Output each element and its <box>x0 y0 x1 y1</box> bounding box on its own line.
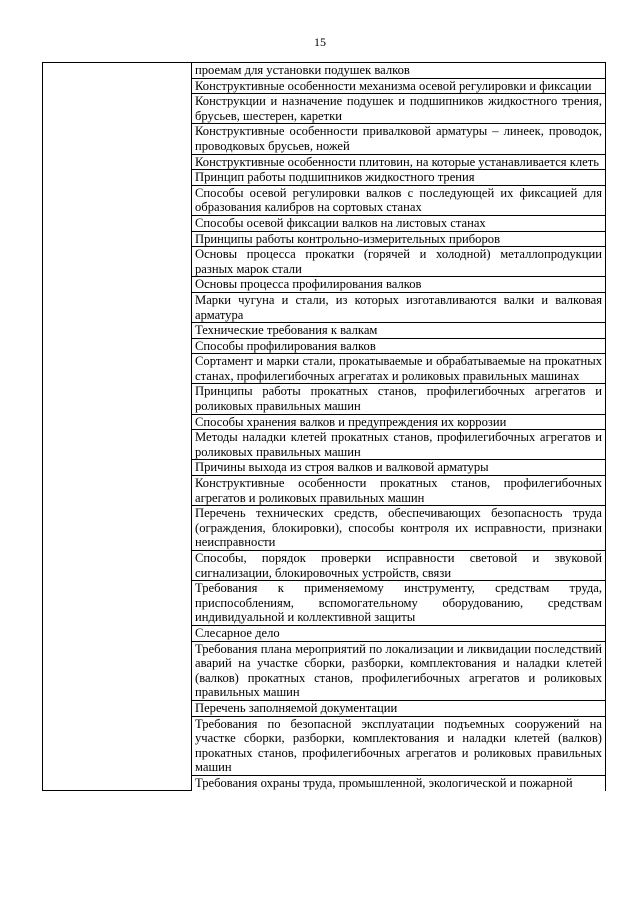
requirement-item: Основы процесса профилирования валков <box>192 277 606 293</box>
page-number: 15 <box>314 35 326 49</box>
requirement-item: Способы, порядок проверки исправности световой и звуковой сигнализации, блокировочных устройств, связи <box>192 551 606 581</box>
requirement-item: Конструкции и назначение подушек и подшипников жидкостного трения, брусьев, шестерен, каретки <box>192 94 606 124</box>
requirement-item: Принципы работы контрольно-измерительных приборов <box>192 231 606 247</box>
requirement-item: Методы наладки клетей прокатных станов, профилегибочных агрегатов и роликовых правильных машин <box>192 430 606 460</box>
requirement-item: Конструктивные особенности привалковой арматуры – линеек, проводок, проводковых брусьев, ножей <box>192 124 606 154</box>
empty-label-column <box>43 63 192 791</box>
requirement-item: Перечень заполняемой документации <box>192 700 606 716</box>
table-row <box>43 63 606 79</box>
requirement-item: Перечень технических средств, обеспечивающих безопасность труда (ограждения, блокировки), способы контроля их исправности, признаки неисправности <box>192 506 606 551</box>
requirement-item: Слесарное дело <box>192 625 606 641</box>
requirement-item: Способы профилирования валков <box>192 338 606 354</box>
knowledge-requirements-table <box>42 62 606 791</box>
requirement-item: Способы хранения валков и предупреждения их коррозии <box>192 414 606 430</box>
requirement-item: Способы осевой фиксации валков на листовых станах <box>192 215 606 231</box>
requirement-item: Марки чугуна и стали, из которых изготавливаются валки и валковая арматура <box>192 292 606 322</box>
requirement-item: проемам для установки подушек валков <box>192 63 606 79</box>
requirement-item: Причины выхода из строя валков и валковой арматуры <box>192 460 606 476</box>
requirement-item: Технические требования к валкам <box>192 323 606 339</box>
requirement-item: Основы процесса прокатки (горячей и холодной) металлопродукции разных марок стали <box>192 247 606 277</box>
requirement-item: Требования плана мероприятий по локализации и ликвидации последствий аварий на участке сборки, разборки, комплектования и наладки клетей (валков) прокатных станов, профилегибочных агрегатов и роликовых правильных машин <box>192 641 606 700</box>
requirement-item: Сортамент и марки стали, прокатываемые и обрабатываемые на прокатных станах, профилегибочных агрегатах и роликовых правильных машинах <box>192 354 606 384</box>
requirement-item: Конструктивные особенности прокатных станов, профилегибочных агрегатов и роликовых правильных машин <box>192 476 606 506</box>
requirement-item: Принцип работы подшипников жидкостного трения <box>192 170 606 186</box>
requirement-item: Требования охраны труда, промышленной, экологической и пожарной <box>192 775 606 790</box>
requirement-item: Принципы работы прокатных станов, профилегибочных агрегатов и роликовых правильных машин <box>192 384 606 414</box>
requirement-item: Требования по безопасной эксплуатации подъемных сооружений на участке сборки, разборки, комплектования и наладки клетей (валков) прокатных станов, профилегибочных агрегатов и роликовых правильных машин <box>192 716 606 775</box>
requirement-item: Конструктивные особенности механизма осевой регулировки и фиксации <box>192 78 606 94</box>
requirement-item: Конструктивные особенности плитовин, на которые устанавливается клеть <box>192 154 606 170</box>
requirement-item: Способы осевой регулировки валков с последующей их фиксацией для образования калибров на сортовых станах <box>192 185 606 215</box>
requirement-item: Требования к применяемому инструменту, средствам труда, приспособлениям, вспомогательному оборудованию, средствам индивидуальной и коллективной защиты <box>192 581 606 626</box>
